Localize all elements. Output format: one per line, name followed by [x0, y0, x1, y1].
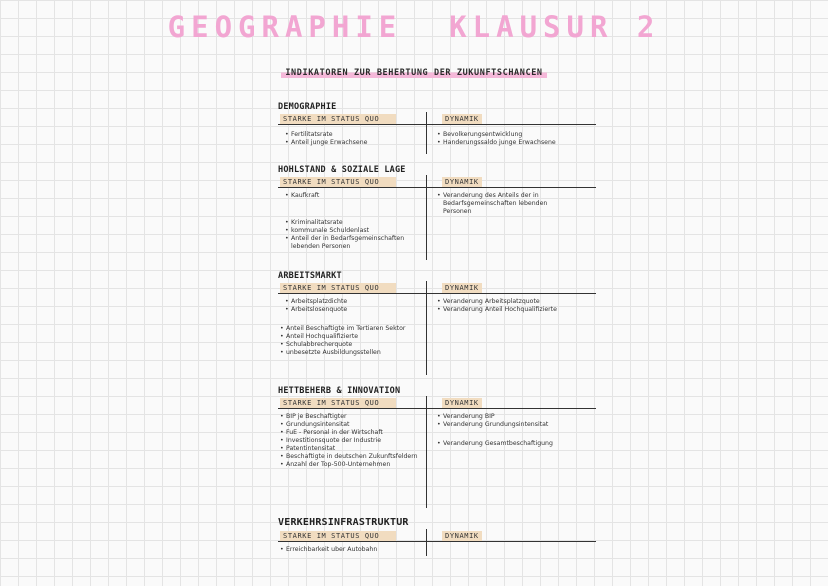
- list-item: • Veranderung Anteil Hochqualifizierte: [436, 306, 576, 314]
- status-list: [284, 298, 347, 314]
- status-list: [279, 325, 424, 357]
- list-item: • Anteil Hochqualifizierte: [279, 333, 424, 341]
- list-item: • Veranderung Arbeitsplatzquote: [436, 298, 576, 306]
- page-subtitle: INDIKATOREN ZUR BEHERTUNG DER ZUKUNFTSCHANCEN: [281, 67, 546, 79]
- list-item: • Kaufkraft: [284, 192, 319, 200]
- dynamik-label: DYNAMIK: [442, 177, 482, 187]
- list-item: • Anteil Beschaftigte im Tertiaren Sektor: [279, 325, 424, 333]
- section-divider: [278, 124, 596, 125]
- list-item: • Bevolkerungsentwicklung: [436, 131, 556, 139]
- list-item: • Arbeitslosenquote: [284, 306, 347, 314]
- column-divider: [426, 396, 427, 508]
- list-item: • kommunale Schuldenlast: [284, 227, 424, 235]
- list-item: • FuE - Personal in der Wirtschaft: [279, 429, 424, 437]
- dynamik-label: DYNAMIK: [442, 114, 482, 124]
- section-divider: [278, 408, 596, 409]
- status-quo-label: STARKE IM STATUS QUO: [280, 398, 396, 408]
- status-quo-label: STARKE IM STATUS QUO: [280, 114, 396, 124]
- list-item: • Kriminalitatsrate: [284, 219, 424, 227]
- dynamik-list: [436, 298, 576, 314]
- column-divider: [426, 281, 427, 375]
- list-item: • Schulabbrecherquote: [279, 341, 424, 349]
- status-list: [284, 192, 319, 200]
- status-list: [279, 413, 424, 469]
- list-item: • Handerungssaldo junge Erwachsene: [436, 139, 556, 147]
- status-list: [284, 131, 367, 147]
- dynamik-list: [436, 413, 586, 429]
- dynamik-list: [436, 192, 576, 216]
- status-quo-label: STARKE IM STATUS QUO: [280, 177, 396, 187]
- column-divider: [426, 112, 427, 154]
- section-title: HOHLSTAND & SOZIALE LAGE: [278, 165, 406, 175]
- subtitle-wrap: [0, 60, 828, 79]
- status-quo-label: STARKE IM STATUS QUO: [280, 283, 396, 293]
- status-list: [279, 546, 424, 554]
- section-divider: [278, 293, 596, 294]
- list-item: • Veranderung des Anteils der in Bedarfsgemeinschaften lebenden Personen: [436, 192, 576, 216]
- list-item: • Anteil junge Erwachsene: [284, 139, 367, 147]
- list-item: • Veranderung Gesamtbeschaftigung: [436, 440, 586, 448]
- section-title: ARBEITSMARKT: [278, 271, 342, 281]
- list-item: • Investitionsquote der Industrie: [279, 437, 424, 445]
- column-divider: [426, 529, 427, 556]
- dynamik-list: [436, 440, 586, 448]
- list-item: • Anzahl der Top-500-Unternehmen: [279, 461, 424, 469]
- column-divider: [426, 175, 427, 260]
- status-list: [284, 219, 424, 251]
- list-item: • Veranderung Grundungsintensitat: [436, 421, 586, 429]
- list-item: • Erreichbarkeit uber Autobahn: [279, 546, 424, 554]
- list-item: • Patentintensitat: [279, 445, 424, 453]
- section-title: DEMOGRAPHIE: [278, 102, 337, 112]
- list-item: • Anteil der in Bedarfsgemeinschaften lebenden Personen: [284, 235, 424, 251]
- dynamik-label: DYNAMIK: [442, 283, 482, 293]
- list-item: • Veranderung BIP: [436, 413, 586, 421]
- list-item: • Grundungsintensitat: [279, 421, 424, 429]
- list-item: • BIP je Beschaftigter: [279, 413, 424, 421]
- status-quo-label: STARKE IM STATUS QUO: [280, 531, 396, 541]
- dynamik-label: DYNAMIK: [442, 531, 482, 541]
- dynamik-label: DYNAMIK: [442, 398, 482, 408]
- section-title: VERKEHRSINFRASTRUKTUR: [278, 517, 409, 528]
- list-item: • Beschaftigte in deutschen Zukunftsfeldern: [279, 453, 424, 461]
- dynamik-list: [436, 131, 556, 147]
- list-item: • Fertilitatsrate: [284, 131, 367, 139]
- section-divider: [278, 541, 596, 542]
- section-divider: [278, 187, 596, 188]
- page-title: GEOGRAPHIE KLAUSUR 2: [167, 10, 661, 44]
- section-title: HETTBEHERB & INNOVATION: [278, 386, 401, 396]
- list-item: • Arbeitsplatzdichte: [284, 298, 347, 306]
- list-item: • unbesetzte Ausbildungsstellen: [279, 349, 424, 357]
